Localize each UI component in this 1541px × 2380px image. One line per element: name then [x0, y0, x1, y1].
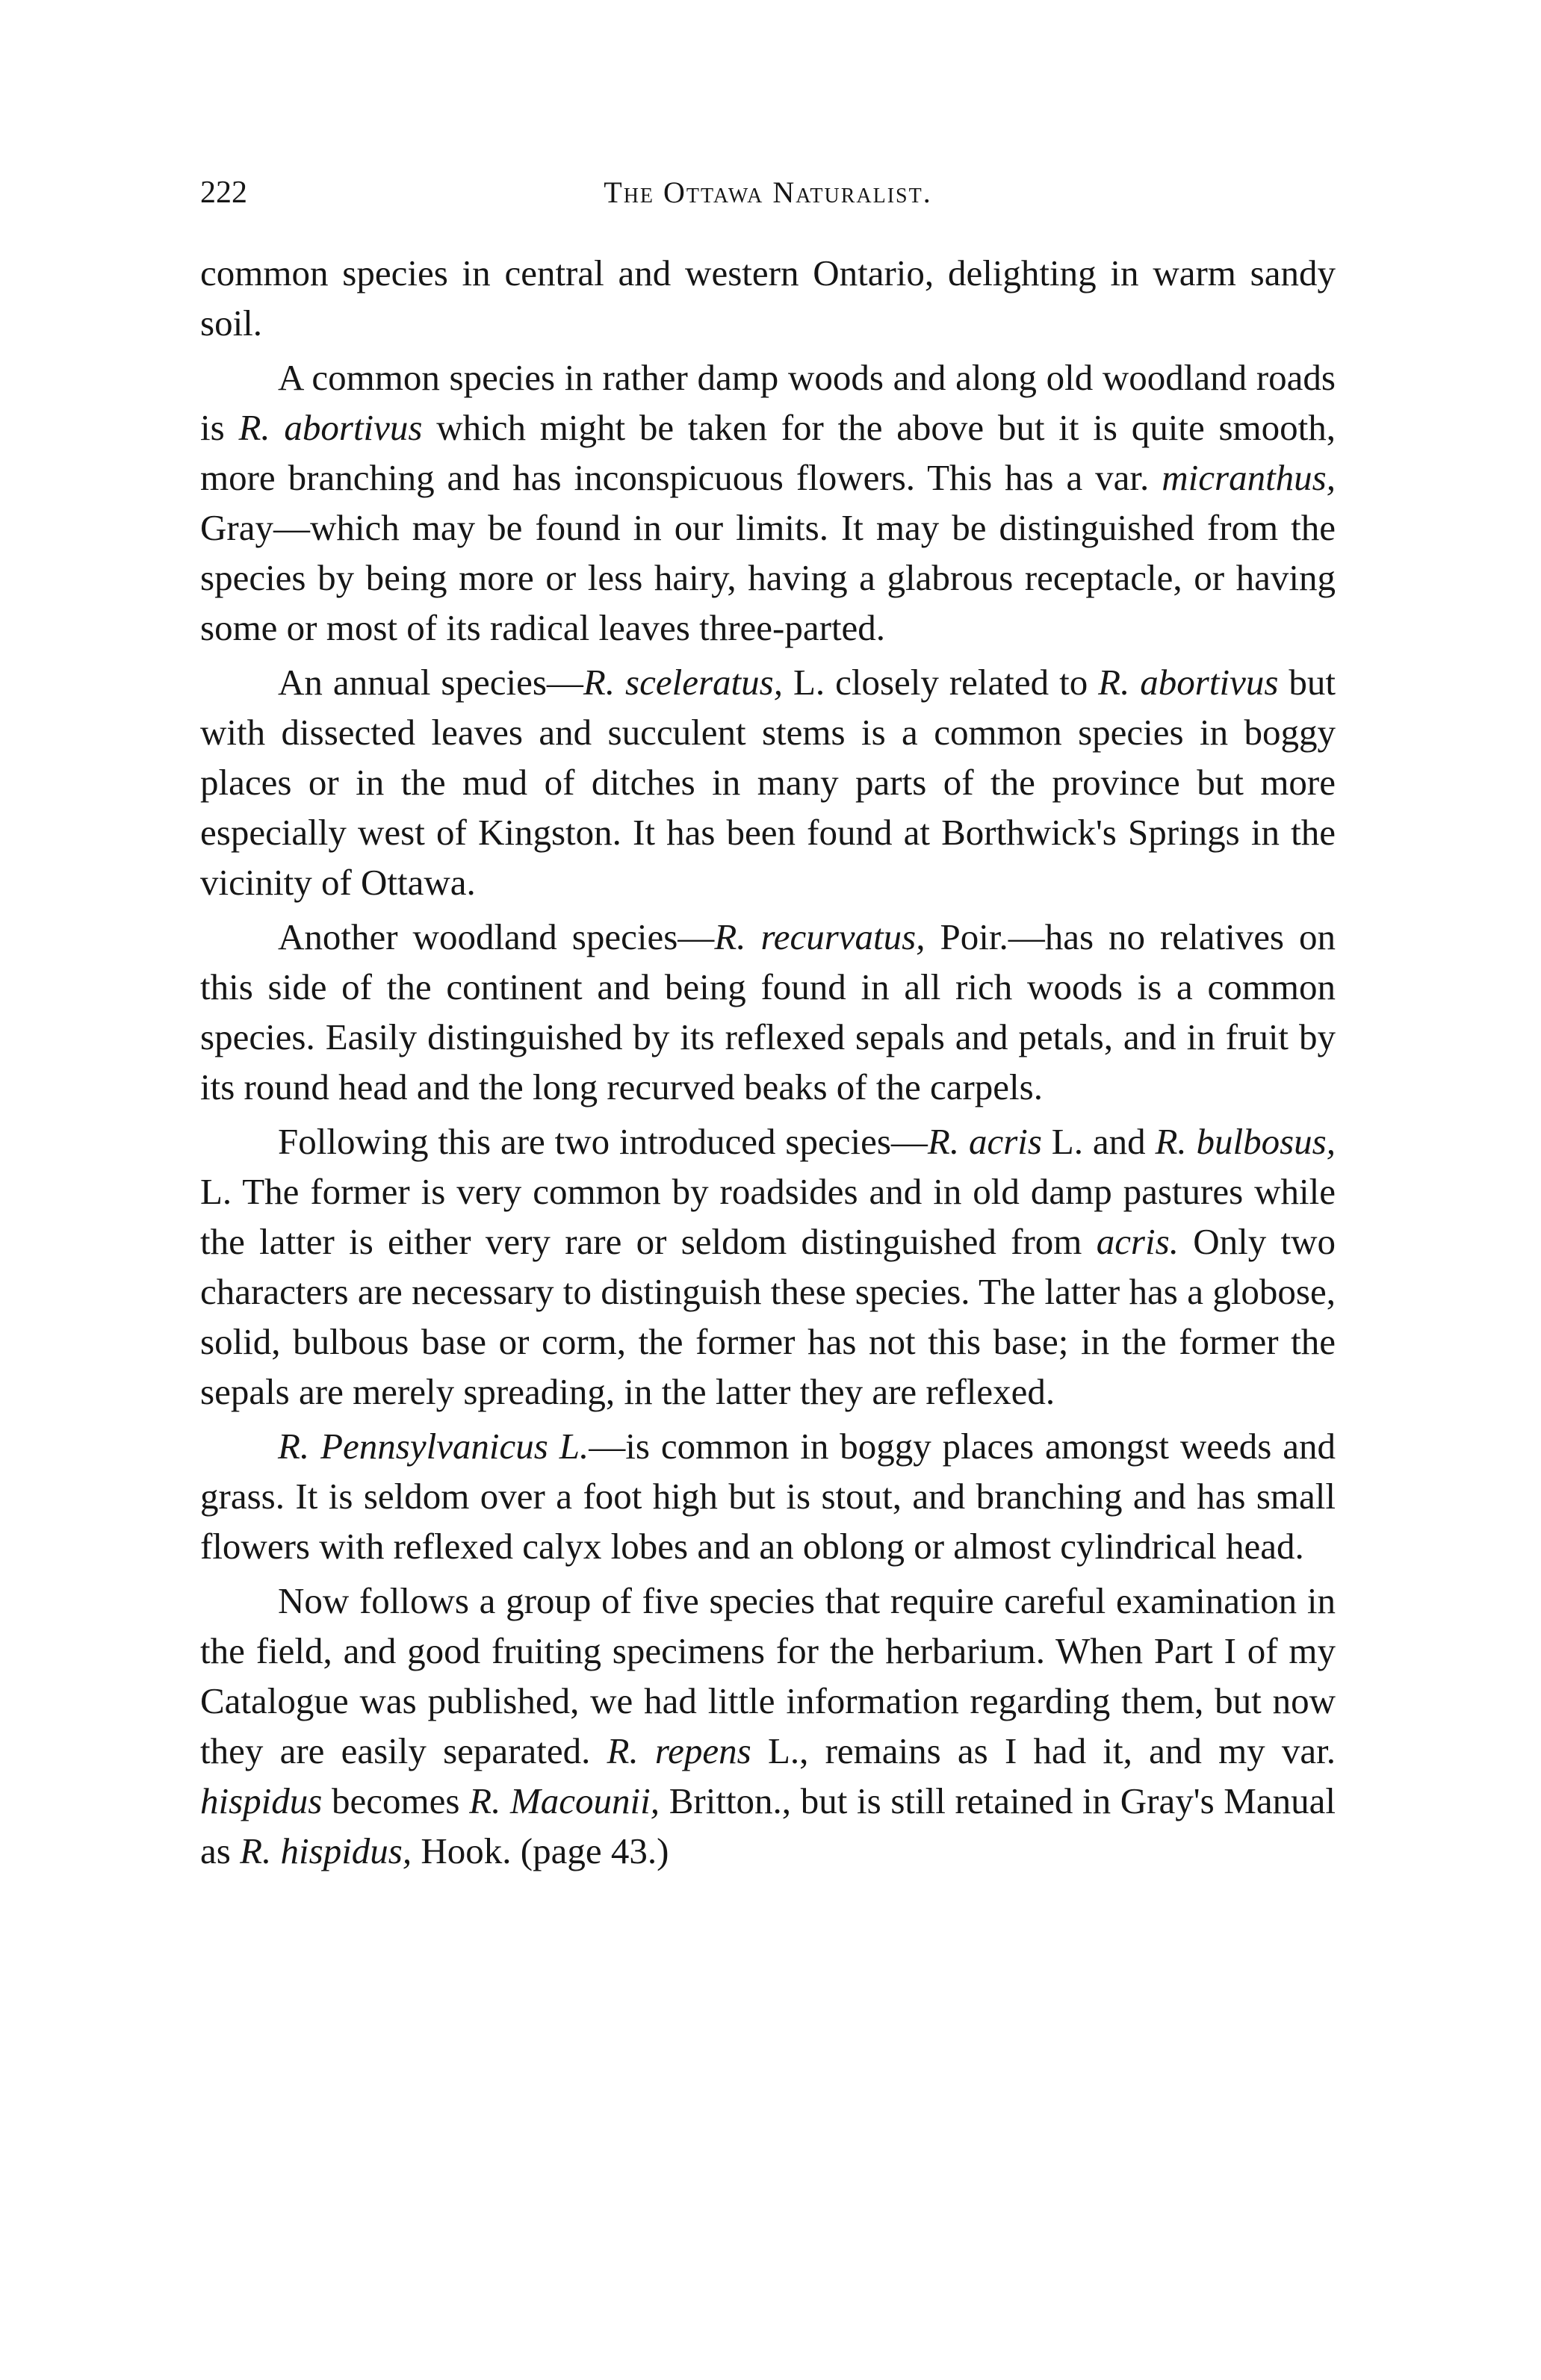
text-run: Only two characters are necessary to distinguish these species. The latter has a globose, solid, bulbous base or corm, the former has not this base; in the former the sepals are merely spreading, in the latter they are reflexed. — [200, 1221, 1336, 1412]
text-run: Hook. (page 43.) — [412, 1830, 669, 1871]
text-run: Another woodland species— — [278, 916, 715, 957]
text-run: L. The former is very common by roadsides and in old damp pastures while the latter is either very rare or seldom distinguished from — [200, 1171, 1336, 1262]
italic-text: R. sceleratus, — [583, 662, 783, 703]
italic-text: R. abortivus — [1098, 662, 1279, 703]
italic-text: hispidus — [200, 1780, 323, 1821]
text-run: An annual species— — [278, 662, 583, 703]
journal-title: The Ottawa Naturalist. — [604, 175, 932, 209]
italic-text: R. repens — [607, 1730, 751, 1771]
text-run: but with dissected leaves and succulent stems is a common species in boggy places or in the mud of ditches in many parts of the province but more especially west of Kingston. It has been found at Borthwick's Springs in the vicinity of Ottawa. — [200, 662, 1336, 903]
text-run: common species in central and western Ontario, delighting in warm sandy soil. — [200, 252, 1336, 344]
page-number: 222 — [200, 175, 247, 210]
italic-text: R. acris — [927, 1121, 1042, 1162]
text-run: Poir.—has no relatives on this side of the continent and being found in all rich woods is a common species. Easily distinguished by its reflexed sepals and petals, and in fruit by its round head and the long recurved beaks of the carpels. — [200, 916, 1336, 1107]
text-run: A common species in rather damp woods and along old woodland roads is — [200, 357, 1336, 448]
italic-text: R. recurvatus, — [714, 916, 925, 957]
running-head — [200, 170, 1336, 215]
paragraph — [200, 1576, 1336, 1876]
italic-text: R. Macounii, — [469, 1780, 660, 1821]
italic-text: R. bulbosus, — [1155, 1121, 1336, 1162]
paragraph — [200, 352, 1336, 653]
paragraph — [200, 1116, 1336, 1417]
text-run: becomes — [322, 1780, 470, 1821]
text-run: Now follows a group of five species that require careful examination in the field, and good fruiting specimens for the herbarium. When Part I of my Catalogue was published, we had little information regarding them, but now they are easily separated. — [200, 1580, 1336, 1771]
paragraph — [200, 1421, 1336, 1571]
paragraph — [200, 248, 1336, 348]
text-run: Following this are two introduced species— — [278, 1121, 928, 1162]
paragraph — [200, 912, 1336, 1112]
text-run: Gray—which may be found in our limits. It may be distinguished from the species by being more or less hairy, having a glabrous receptacle, or having some or most of its radical leaves three-parted. — [200, 507, 1336, 648]
text-run: L. closely related to — [783, 662, 1099, 703]
text-run: L. and — [1041, 1121, 1156, 1162]
italic-text: R. Pennsylvanicus L. — [278, 1426, 589, 1467]
paragraph — [200, 657, 1336, 907]
italic-text: R. hispidus, — [240, 1830, 412, 1871]
italic-text: acris. — [1096, 1221, 1179, 1262]
text-run: —is common in boggy places amongst weeds and grass. It is seldom over a foot high but is stout, and branching and has small flowers with reflexed calyx lobes and an oblong or almost cylindrical head. — [200, 1426, 1336, 1567]
text-run: L., remains as I had it, and my var. — [751, 1730, 1336, 1771]
body-text — [200, 248, 1336, 1880]
text-run: Britton., but is still retained in Gray's Manual as — [200, 1780, 1336, 1871]
italic-text: R. abortivus — [238, 407, 423, 448]
text-run: which might be taken for the above but it is quite smooth, more branching and has inconspicuous flowers. This has a var. — [200, 407, 1336, 498]
italic-text: micranthus, — [1162, 457, 1336, 498]
